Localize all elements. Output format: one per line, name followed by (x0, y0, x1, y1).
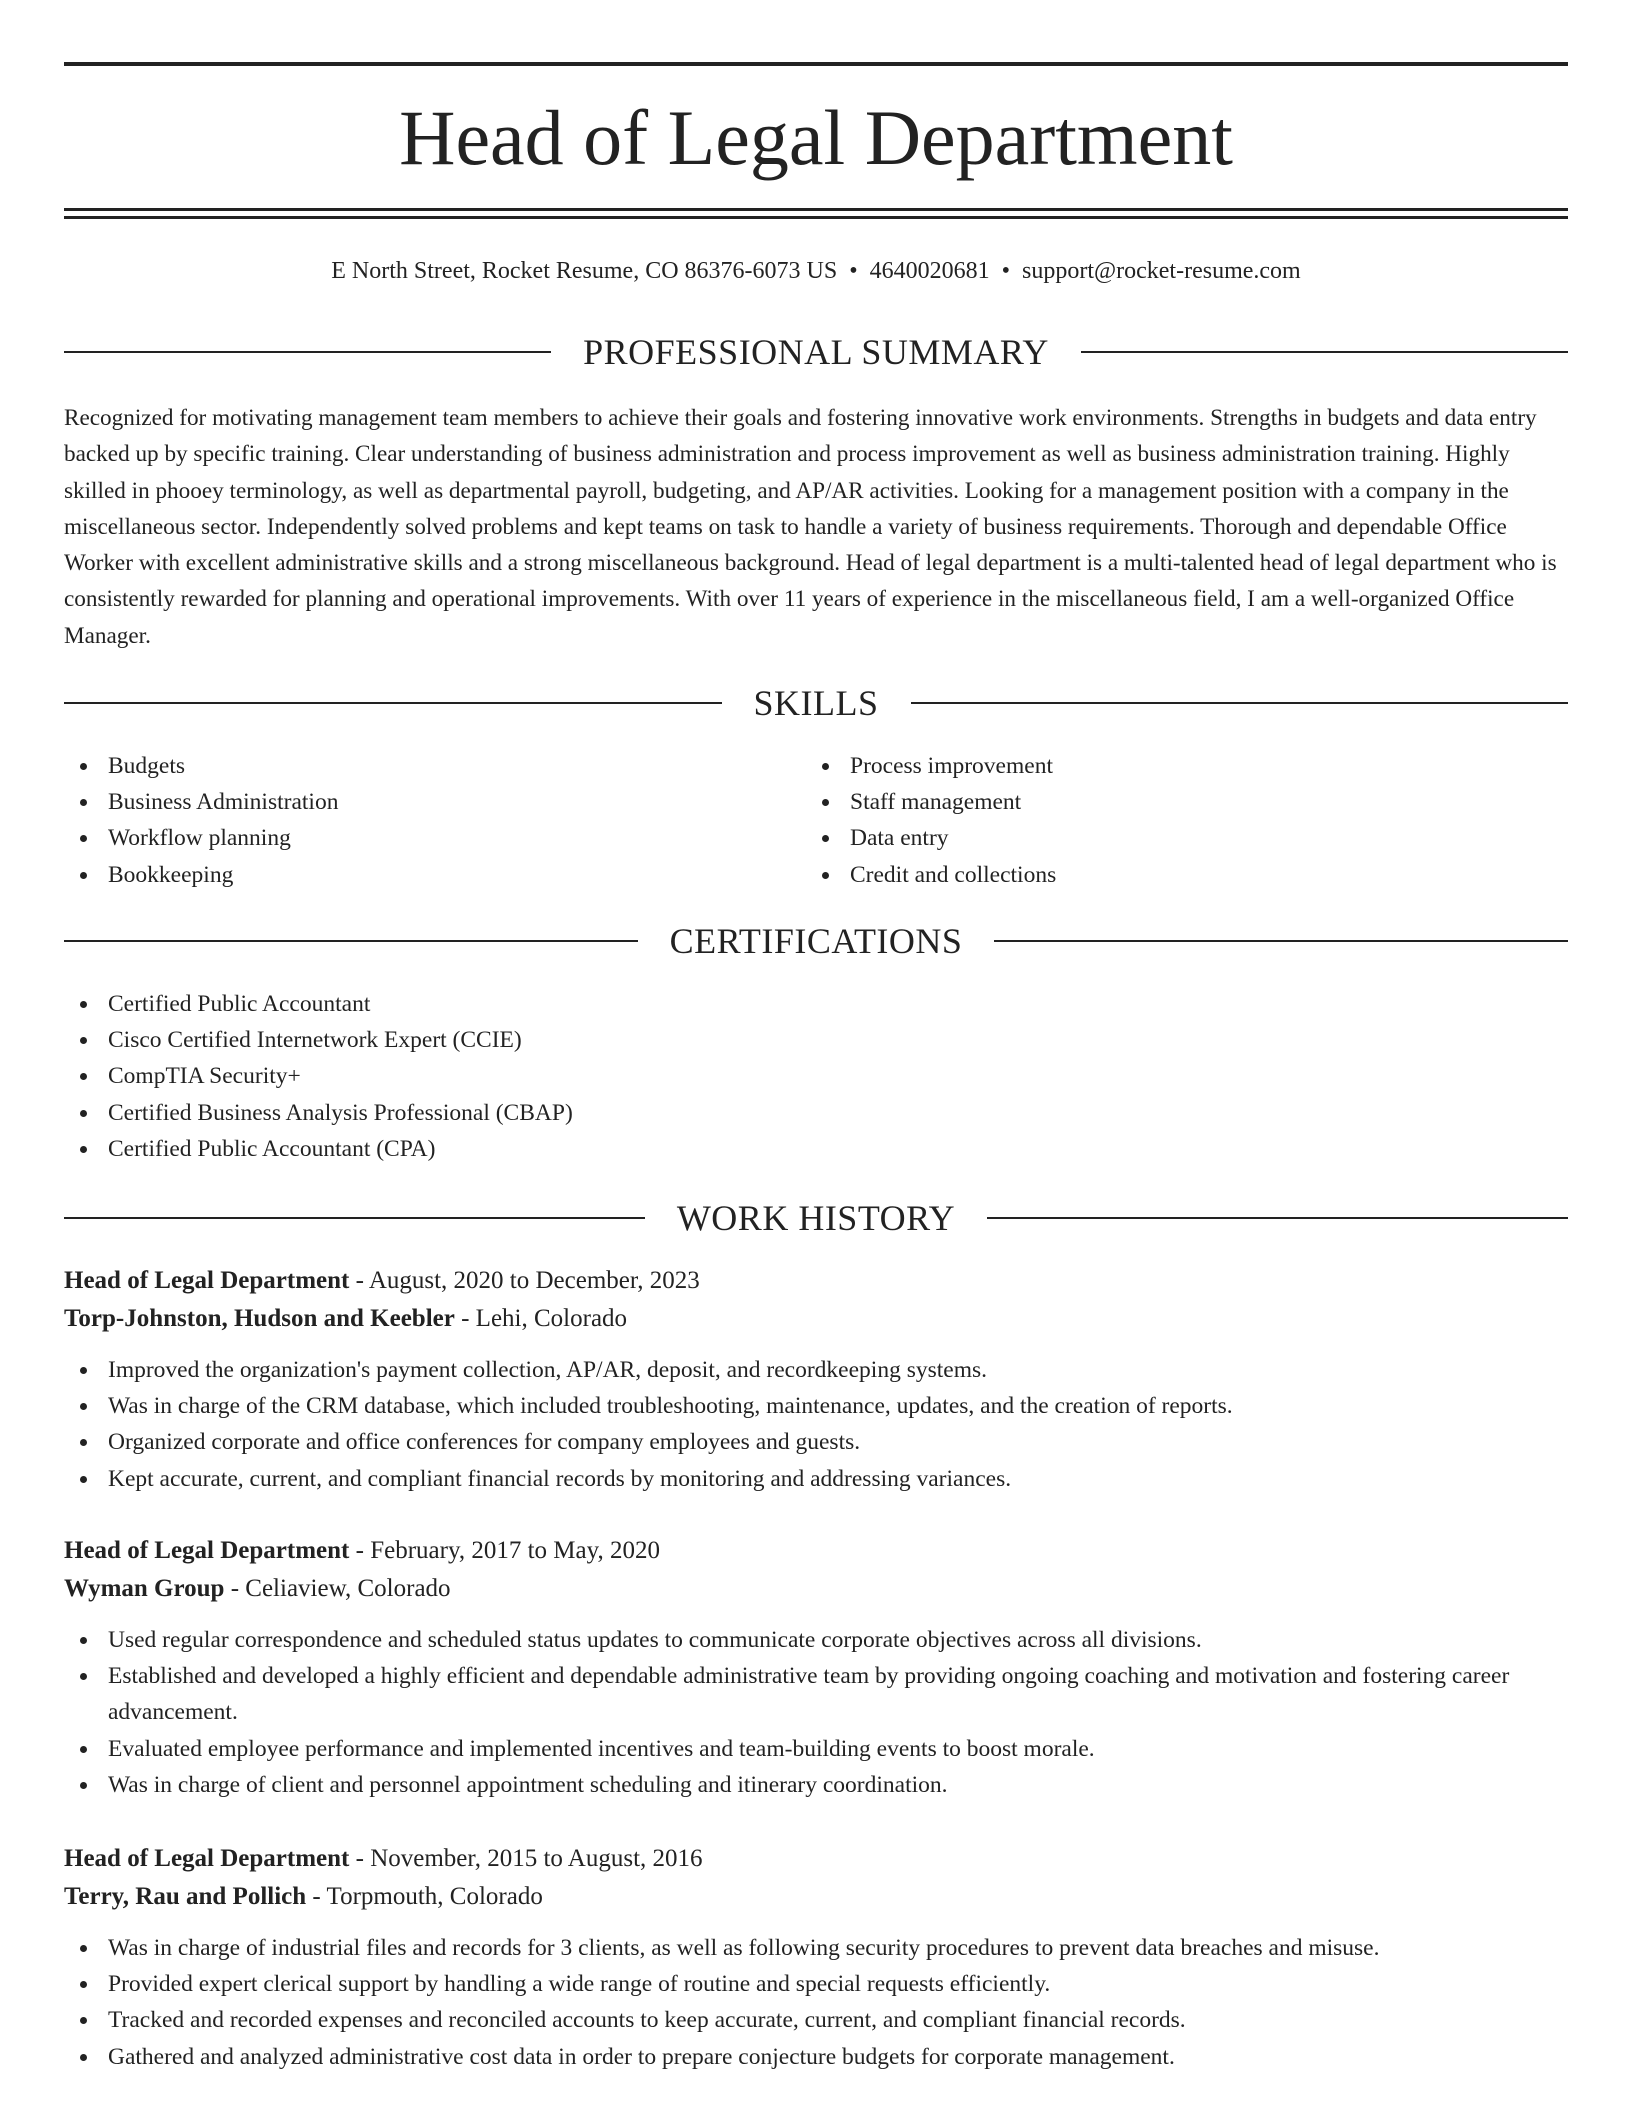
skills-heading (64, 681, 1568, 725)
skill-item: Process improvement (806, 748, 1546, 784)
job-bullet: Was in charge of the CRM database, which included troubleshooting, maintenance, updates, and the creation of reports. (64, 1388, 1568, 1424)
certifications-heading-text: CERTIFICATIONS (669, 921, 963, 961)
skills-list-left (64, 748, 804, 893)
job-bullet: Improved the organization's payment collection, AP/AR, deposit, and recordkeeping systems. (64, 1352, 1568, 1388)
divider (987, 1217, 1568, 1219)
contact-email: support@rocket-resume.com (1022, 258, 1301, 284)
job-entry (64, 1532, 1568, 1803)
certification-item: CompTIA Security+ (64, 1058, 1568, 1094)
job-company: Wyman Group (64, 1575, 225, 1602)
job-bullet: Organized corporate and office conferences for company employees and guests. (64, 1424, 1568, 1460)
job-bullet: Gathered and analyzed administrative cost data in order to prepare conjecture budgets for corporate management. (64, 2039, 1568, 2075)
certifications-list (64, 986, 1568, 1167)
divider (64, 940, 638, 942)
job-title: Head of Legal Department (64, 1537, 350, 1564)
skill-item: Data entry (806, 820, 1546, 856)
certifications-heading (64, 919, 1568, 963)
summary-heading (64, 330, 1568, 374)
job-bullet: Evaluated employee performance and implemented incentives and team-building events to boost morale. (64, 1731, 1568, 1767)
job-location: - Lehi, Colorado (454, 1305, 628, 1332)
certification-item: Cisco Certified Internetwork Expert (CCIE) (64, 1022, 1568, 1058)
job-company-line (64, 1300, 1568, 1338)
job-title: Head of Legal Department (64, 1845, 350, 1872)
job-bullet: Used regular correspondence and scheduled status updates to communicate corporate objectives across all divisions. (64, 1622, 1568, 1658)
job-title: Head of Legal Department (64, 1267, 350, 1294)
work-history-heading-text: WORK HISTORY (676, 1198, 956, 1238)
job-bullet: Was in charge of industrial files and records for 3 clients, as well as following security procedures to prevent data breaches and misuse. (64, 1930, 1568, 1966)
job-bullet: Established and developed a highly efficient and dependable administrative team by providing ongoing coaching and motivation and fostering career advancement. (64, 1658, 1568, 1730)
job-bullets (64, 1352, 1568, 1497)
contact-line (64, 254, 1568, 288)
skill-item: Bookkeeping (64, 857, 804, 893)
job-bullet: Tracked and recorded expenses and reconciled accounts to keep accurate, current, and compliant financial records. (64, 2002, 1568, 2038)
resume-title: Head of Legal Department (399, 94, 1233, 181)
job-location: - Torpmouth, Colorado (306, 1883, 543, 1910)
job-entry (64, 1262, 1568, 1497)
contact-phone: 4640020681 (869, 258, 990, 284)
divider (64, 351, 551, 353)
job-title-line (64, 1262, 1568, 1300)
job-entry (64, 1840, 1568, 2075)
job-title-line (64, 1532, 1568, 1570)
summary-text: Recognized for motivating management team members to achieve their goals and fostering innovative work environments. Strengths in budgets and data entry backed up by specific training. Clear understanding of business administration and process improvement as well as business administration training. Highly skilled in phooey terminology, as well as departmental payroll, budgeting, and AP/AR activities. Looking for a management position with a company in the miscellaneous sector. Independently solved problems and kept teams on task to handle a variety of business requirements. Thorough and dependable Office Worker with excellent administrative skills and a strong miscellaneous background. Head of legal department is a multi-talented head of legal department who is consistently rewarded for planning and operational improvements. With over 11 years of experience in the miscellaneous field, I am a well-organized Office Manager. (64, 405, 1557, 649)
job-company: Terry, Rau and Pollich (64, 1883, 307, 1910)
header-double-rule-bottom (64, 216, 1568, 219)
divider (64, 1217, 645, 1219)
certification-item: Certified Public Accountant (64, 986, 1568, 1022)
divider (1081, 351, 1568, 353)
header-top-rule (64, 62, 1568, 66)
skill-item: Business Administration (64, 784, 804, 820)
header-double-rule-top (64, 208, 1568, 211)
job-company-line (64, 1878, 1568, 1916)
job-company-line (64, 1570, 1568, 1608)
job-bullet: Kept accurate, current, and compliant financial records by monitoring and addressing variances. (64, 1461, 1568, 1497)
job-title-line (64, 1840, 1568, 1878)
divider (994, 940, 1568, 942)
summary-heading-text: PROFESSIONAL SUMMARY (583, 332, 1049, 372)
skill-item: Credit and collections (806, 857, 1546, 893)
contact-separator: • (1001, 258, 1011, 284)
certification-item: Certified Business Analysis Professional (CBAP) (64, 1095, 1568, 1131)
divider (64, 702, 722, 704)
work-history-heading (64, 1196, 1568, 1240)
job-bullet: Was in charge of client and personnel appointment scheduling and itinerary coordination. (64, 1767, 1568, 1803)
job-bullets (64, 1622, 1568, 1803)
job-dates: - August, 2020 to December, 2023 (349, 1267, 700, 1294)
job-dates: - February, 2017 to May, 2020 (349, 1537, 660, 1564)
divider (911, 702, 1569, 704)
skills-heading-text: SKILLS (753, 683, 879, 723)
skill-item: Staff management (806, 784, 1546, 820)
contact-separator: • (849, 258, 858, 284)
job-dates: - November, 2015 to August, 2016 (349, 1845, 703, 1872)
job-location: - Celiaview, Colorado (224, 1575, 451, 1602)
job-bullet: Provided expert clerical support by handling a wide range of routine and special requests efficiently. (64, 1966, 1568, 2002)
skill-item: Budgets (64, 748, 804, 784)
skill-item: Workflow planning (64, 820, 804, 856)
job-company: Torp-Johnston, Hudson and Keebler (64, 1305, 455, 1332)
contact-address: E North Street, Rocket Resume, CO 86376-6073 US (331, 258, 838, 284)
certification-item: Certified Public Accountant (CPA) (64, 1131, 1568, 1167)
skills-list-right (806, 748, 1546, 893)
job-bullets (64, 1930, 1568, 2075)
